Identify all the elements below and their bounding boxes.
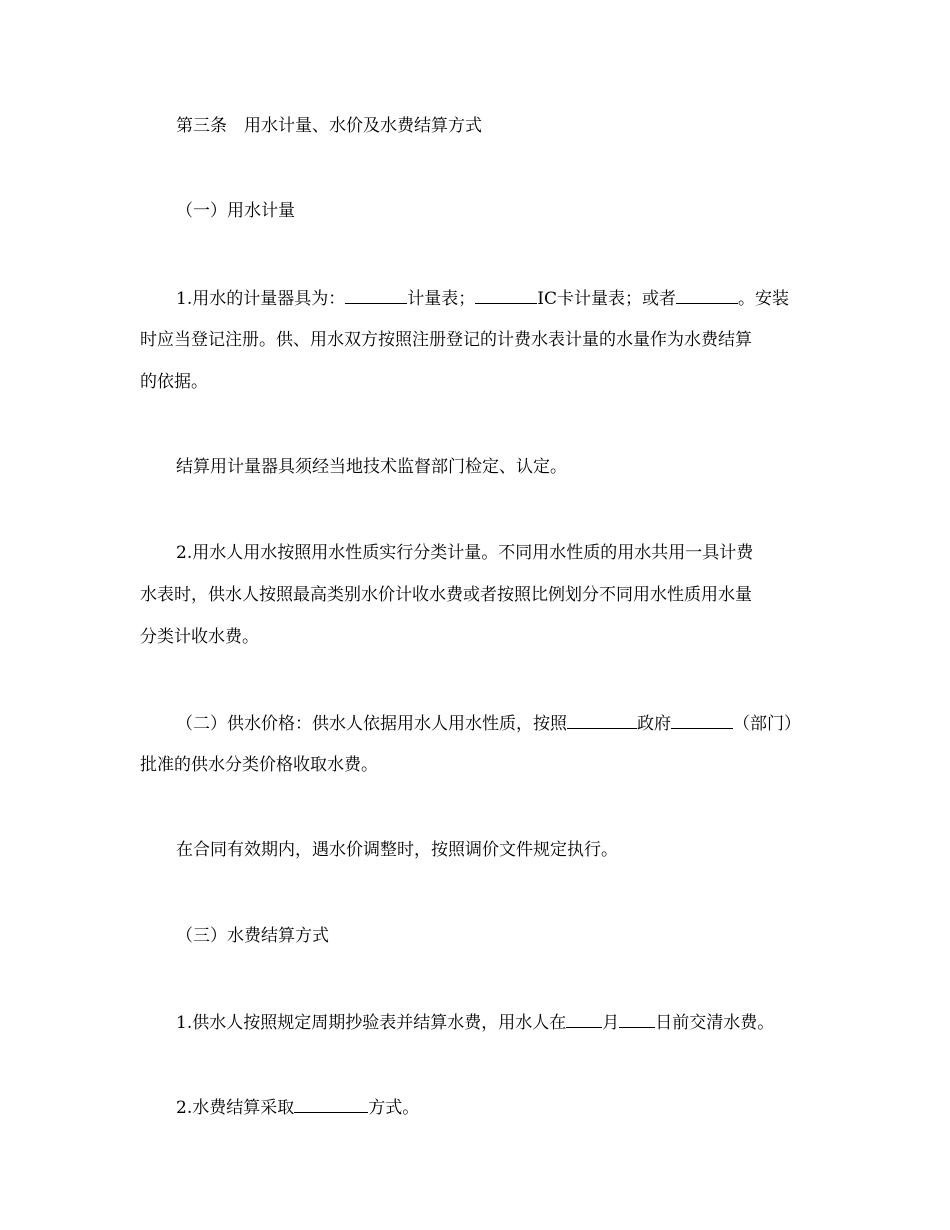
item-1-text-d: 。安装 <box>737 289 789 309</box>
section-2-line-1 <box>176 711 801 735</box>
section-3-item-2 <box>176 1095 419 1119</box>
settle-text-b: 月 <box>602 1013 620 1033</box>
item-1-text-b: 计量表； <box>407 289 476 309</box>
government-blank <box>567 711 637 729</box>
price-text-a: （二）供水价格：供水人依据用水人用水性质，按照 <box>176 714 567 734</box>
settle-text-c: 日前交清水费。 <box>655 1013 775 1033</box>
item-1-text-a: 1.用水的计量器具为： <box>176 289 346 309</box>
section-1-item-2-line-3: 分类计收水费。 <box>140 627 259 647</box>
section-1-item-1-line-1 <box>176 286 789 310</box>
price-text-c: （部门） <box>733 714 801 734</box>
price-adjust-paragraph: 在合同有效期内，遇水价调整时，按照调价文件规定执行。 <box>176 840 618 860</box>
section-1-heading: （一）用水计量 <box>176 201 295 221</box>
section-1-item-1-line-3: 的依据。 <box>140 372 208 392</box>
ic-card-meter-blank <box>475 286 537 304</box>
meter-type-blank <box>345 286 407 304</box>
month-blank <box>566 1010 602 1028</box>
section-1-item-2-line-1: 2.用水人用水按照用水性质实行分类计量。不同用水性质的用水共用一具计费 <box>176 543 754 563</box>
other-meter-blank <box>676 286 738 304</box>
article-heading: 第三条 用水计量、水价及水费结算方式 <box>176 116 482 136</box>
item-1-text-c: IC卡计量表；或者 <box>537 289 676 309</box>
metering-check-paragraph: 结算用计量器具须经当地技术监督部门检定、认定。 <box>176 457 567 477</box>
section-3-heading: （三）水费结算方式 <box>176 926 329 946</box>
department-blank <box>671 711 733 729</box>
method-text-a: 2.水费结算采取 <box>176 1098 295 1118</box>
section-1-item-1-line-2: 时应当登记注册。供、用水双方按照注册登记的计费水表计量的水量作为水费结算 <box>140 330 752 350</box>
section-2-line-2: 批准的供水分类价格收取水费。 <box>140 755 378 775</box>
day-blank <box>619 1010 655 1028</box>
section-3-item-1 <box>176 1010 774 1034</box>
price-text-b: 政府 <box>637 714 671 734</box>
settlement-method-blank <box>294 1095 368 1113</box>
method-text-b: 方式。 <box>368 1098 420 1118</box>
section-1-item-2-line-2: 水表时，供水人按照最高类别水价计收水费或者按照比例划分不同用水性质用水量 <box>140 585 752 605</box>
settle-text-a: 1.供水人按照规定周期抄验表并结算水费，用水人在 <box>176 1013 567 1033</box>
